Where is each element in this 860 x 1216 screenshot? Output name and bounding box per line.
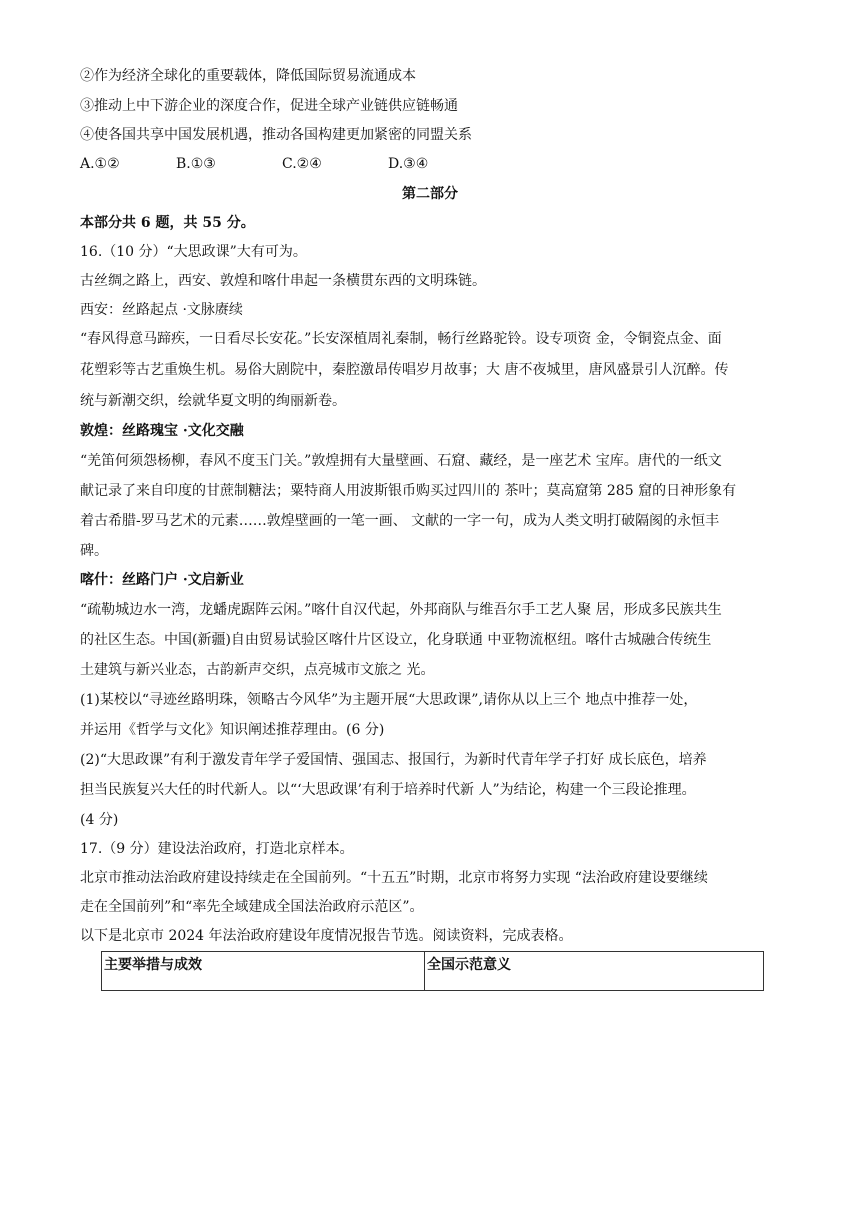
answer-b: B.①③ [176, 156, 216, 172]
q16-sub2-line: 担当民族复兴大任的时代新人。以“‘大思政课’有利于培养时代新 人”为结论，构建一个三段论推理。 [80, 782, 696, 798]
q16-sub2-line: (4 分) [80, 812, 119, 828]
dunhuang-heading: 敦煌：丝路瑰宝 ·文化交融 [80, 423, 244, 439]
kashgar-text-line: 土建筑与新兴业态，古韵新声交织，点亮城市文旅之 光。 [80, 662, 435, 678]
q16-sub1-line: (1)某校以“寻迹丝路明珠，领略古今风华”为主题开展“大思政课”,请你从以上三个 地点中推荐一处， [80, 692, 698, 708]
answer-table [101, 951, 764, 991]
answer-c: C.②④ [282, 156, 322, 172]
option-4: ④使各国共享中国发展机遇，推动各国构建更加紧密的同盟关系 [80, 127, 472, 143]
table-header-significance: 全国示范意义 [425, 952, 764, 991]
q17-text-line: 以下是北京市 2024 年法治政府建设年度情况报告节选。阅读资料，完成表格。 [80, 928, 573, 944]
kashgar-text-line: “疏勒城边水一湾，龙蟠虎踞阵云闲。”喀什自汉代起，外邦商队与维吾尔手工艺人聚 居，形成多民族共生 [80, 602, 722, 618]
answer-choices [80, 154, 780, 174]
part-title: 第二部分 [402, 186, 458, 202]
answer-d: D.③④ [388, 156, 429, 172]
option-3: ③推动上中下游企业的深度合作，促进全球产业链供应链畅通 [80, 98, 458, 114]
dunhuang-text-line: 献记录了来自印度的甘蔗制糖法；粟特商人用波斯银币购买过四川的 茶叶；莫高窟第 285 窟的日神形象有 [80, 483, 737, 499]
xian-text-line: 花塑彩等古艺重焕生机。易俗大剧院中，秦腔激昂传唱岁月故事；大 唐不夜城里，唐风盛景引人沉醉。传 [80, 362, 729, 378]
answer-a: A.①② [80, 156, 120, 172]
q16-sub2-line: (2)“大思政课”有利于激发青年学子爱国情、强国志、报国行，为新时代青年学子打好 成长底色，培养 [80, 752, 707, 768]
q17-title: 17.（9 分）建设法治政府，打造北京样本。 [80, 841, 354, 857]
q16-sub1-line: 并运用《哲学与文化》知识阐述推荐理由。(6 分) [80, 722, 385, 738]
q17-text-line: 走在全国前列”和“率先全域建成全国法治政府示范区”。 [80, 899, 424, 915]
xian-text-line: “春风得意马蹄疾，一日看尽长安花。”长安深植周礼秦制，畅行丝路驼铃。设专项资 金，令铜瓷点金、面 [80, 331, 722, 347]
dunhuang-text-line: 碑。 [80, 543, 108, 559]
q16-title: 16.（10 分）“大思政课”大有可为。 [80, 244, 307, 260]
xian-text-line: 统与新潮交织，绘就华夏文明的绚丽新卷。 [80, 393, 346, 409]
kashgar-heading: 喀什：丝路门户 ·文启新业 [80, 572, 244, 588]
q17-text-line: 北京市推动法治政府建设持续走在全国前列。“十五五”时期，北京市将努力实现 “法治政府建设要继续 [80, 870, 708, 886]
kashgar-text-line: 的社区生态。中国(新疆)自由贸易试验区喀什片区设立，化身联通 中亚物流枢纽。喀什古城融合传统生 [80, 632, 712, 648]
dunhuang-text-line: “羌笛何须怨杨柳，春风不度玉门关。”敦煌拥有大量壁画、石窟、藏经，是一座艺术 宝库。唐代的一纸文 [80, 453, 722, 469]
table-header-measures: 主要举措与成效 [102, 952, 425, 991]
option-2: ②作为经济全球化的重要载体，降低国际贸易流通成本 [80, 68, 416, 84]
q16-intro: 古丝绸之路上，西安、敦煌和喀什串起一条横贯东西的文明珠链。 [80, 273, 486, 289]
xian-heading: 西安：丝路起点 ·文脉赓续 [80, 302, 243, 318]
dunhuang-text-line: 着古希腊-罗马艺术的元素……敦煌壁画的一笔一画、 文献的一字一句，成为人类文明打破隔阂的永恒丰 [80, 513, 720, 529]
part-description: 本部分共 6 题，共 55 分。 [80, 215, 255, 231]
